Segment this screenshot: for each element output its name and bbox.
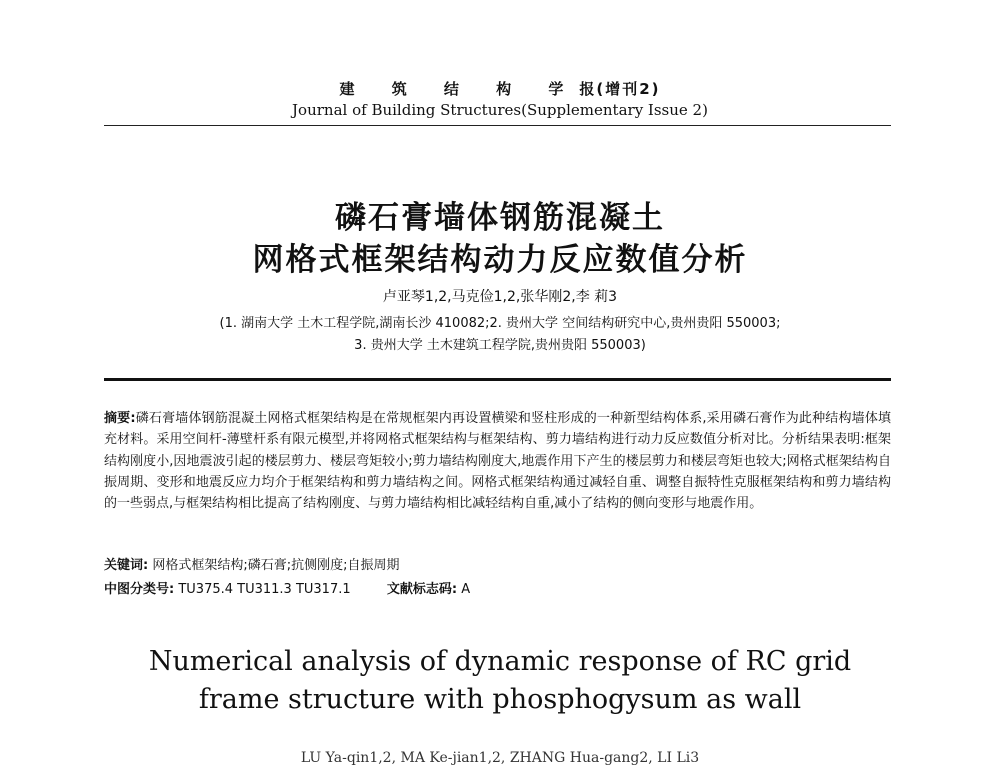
class-label: 中图分类号:	[104, 582, 175, 597]
affiliation-line1: (1. 湖南大学 土木工程学院,湖南长沙 410082;2. 贵州大学 空间结构研究中心,贵州贵阳 550003;	[219, 316, 781, 331]
title-en-line1: Numerical analysis of dynamic response of RC grid	[148, 646, 852, 677]
title-cn-line1: 磷石膏墙体钢筋混凝土	[335, 200, 665, 236]
doc-label: 文献标志码:	[386, 582, 458, 597]
title-cn-line2: 网格式框架结构动力反应数值分析	[252, 242, 748, 278]
authors-cn: 卢亚琴1,2,马克俭1,2,张华刚2,李 莉3	[382, 289, 618, 305]
journal-name-cn-rest: 报(增刊2)	[579, 80, 661, 98]
title-en-line2: frame structure with phosphogysum as wall	[198, 684, 802, 715]
journal-name-cn-chars: 建 筑 结 构 学	[339, 80, 580, 98]
doc-text: A	[461, 582, 471, 597]
abstract-divider	[104, 378, 891, 381]
journal-name-en: Journal of Building Structures(Supplementary Issue 2)	[292, 101, 708, 119]
abstract-label: 摘要:	[104, 411, 136, 426]
authors-en: LU Ya-qin1,2, MA Ke-jian1,2, ZHANG Hua-gang2, LI Li3	[300, 750, 700, 766]
journal-name-cn	[0, 78, 1000, 99]
keywords-label: 关键词:	[104, 558, 149, 573]
class-text: TU375.4 TU311.3 TU317.1	[178, 582, 351, 597]
abstract-text: 磷石膏墙体钢筋混凝土网格式框架结构是在常规框架内再设置横梁和竖柱形成的一种新型结构体系,采用磷石膏作为此种结构墙体填充材料。采用空间杆-薄壁杆系有限元模型,并将网格式框架结构与框架结构、剪力墙结构进行动力反应数值分析对比。分析结果表明:框架结构刚度小,因地震波引起的楼层剪力、楼层弯矩较小;剪力墙结构刚度大,地震作用下产生的楼层剪力和楼层弯矩也较大;网格式框架结构自振周期、变形和地震反应力均介于框架结构和剪力墙结构之间。网格式框架结构通过减轻自重、调整自振特性克服框架结构和剪力墙结构的一些弱点,与框架结构相比提高了结构刚度、与剪力墙结构相比减轻结构自重,减小了结构的侧向变形与地震作用。	[104, 411, 891, 512]
header-divider	[104, 125, 891, 126]
keywords	[104, 554, 891, 573]
abstract	[104, 408, 891, 514]
classification	[104, 578, 891, 597]
affiliation-line2: 3. 贵州大学 土木建筑工程学院,贵州贵阳 550003)	[354, 338, 646, 353]
keywords-text: 网格式框架结构;磷石膏;抗侧刚度;自振周期	[152, 558, 400, 573]
